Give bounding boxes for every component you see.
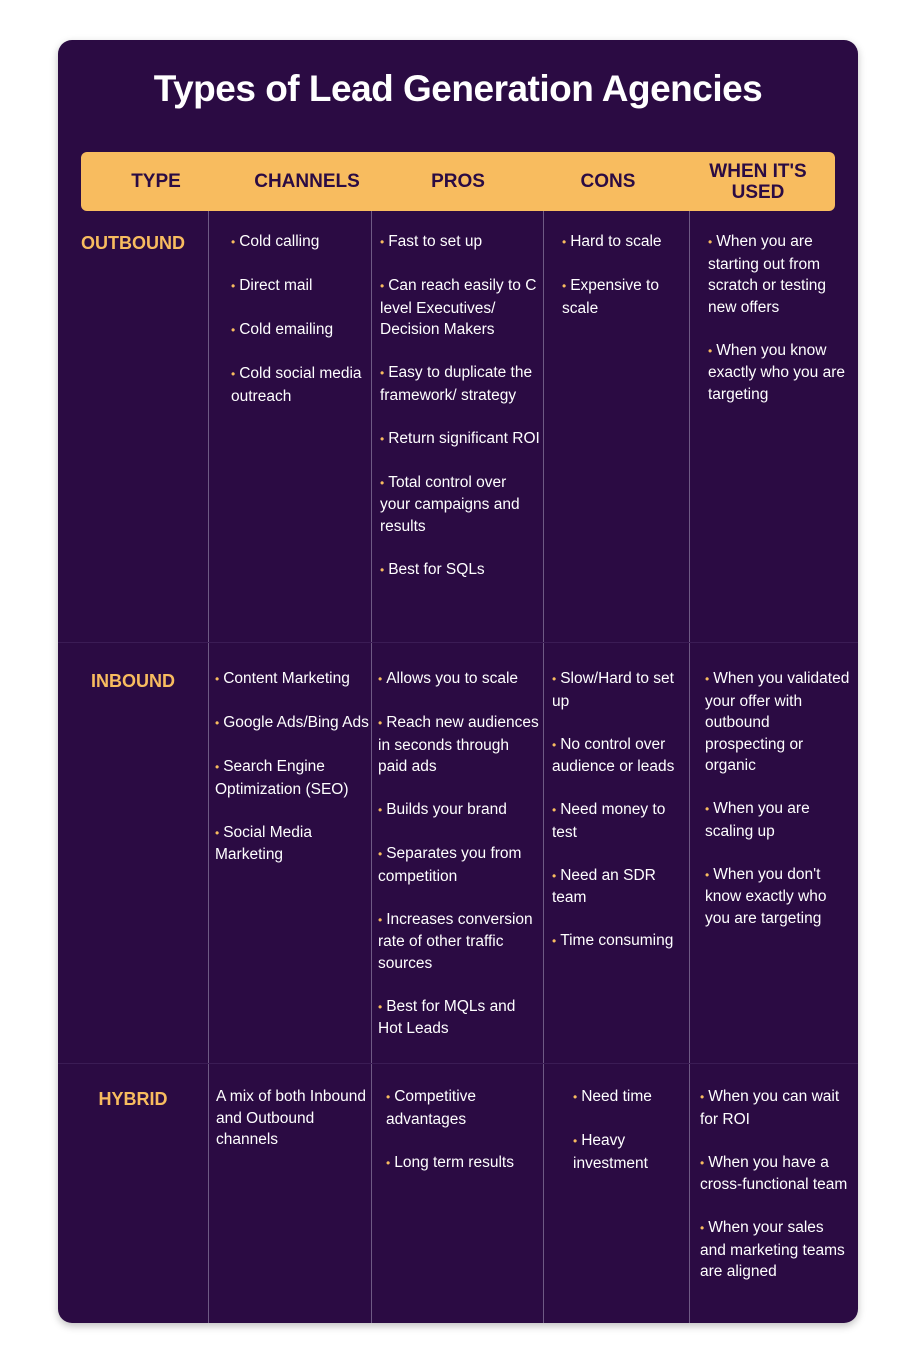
hybrid-cons — [573, 1086, 683, 1196]
column-divider — [689, 211, 690, 1323]
list-item: • Long term results — [386, 1152, 536, 1175]
list-item: • When you don't know exactly who you are targeting — [705, 864, 850, 930]
inbound-channels — [215, 668, 369, 887]
list-item: • Builds your brand — [378, 799, 540, 822]
inbound-pros — [378, 668, 540, 1061]
hybrid-channels — [216, 1086, 366, 1151]
list-item: • Social Media Marketing — [215, 822, 369, 866]
row-label-outbound: OUTBOUND — [81, 233, 185, 253]
list-item: • Heavy investment — [573, 1130, 683, 1174]
list-item: • Cold calling — [231, 231, 366, 254]
row-divider — [58, 642, 858, 643]
outbound-when — [708, 231, 848, 427]
list-item: • Allows you to scale — [378, 668, 540, 691]
page-title: Types of Lead Generation Agencies — [153, 68, 763, 109]
list-item: • Cold social media outreach — [231, 363, 366, 407]
column-divider — [371, 211, 372, 1323]
list-item: • When you are starting out from scratch or testing new offers — [708, 231, 848, 318]
list-item: • Need money to test — [552, 799, 686, 843]
list-item: • No control over audience or leads — [552, 734, 686, 778]
header-when: WHEN IT'S USED — [709, 160, 807, 203]
list-item: • Need time — [573, 1086, 683, 1109]
list-item: • Search Engine Optimization (SEO) — [215, 756, 369, 800]
list-item: • Best for SQLs — [380, 559, 540, 582]
list-item: • Hard to scale — [562, 231, 682, 254]
list-item: • Fast to set up — [380, 231, 540, 254]
list-item: • Content Marketing — [215, 668, 369, 691]
row-divider — [58, 1063, 858, 1064]
list-item: • Increases conversion rate of other traffic sources — [378, 909, 540, 975]
row-label-hybrid: HYBRID — [98, 1089, 168, 1109]
column-divider — [543, 211, 544, 1323]
outbound-channels — [231, 231, 366, 429]
list-item: • Total control over your campaigns and results — [380, 472, 540, 538]
list-item: • When you have a cross-functional team — [700, 1152, 852, 1196]
list-item: • Return significant ROI — [380, 428, 540, 451]
outbound-pros — [380, 231, 540, 603]
list-item: • When you validated your offer with outbound prospecting or organic — [705, 668, 850, 777]
list-item: • Separates you from competition — [378, 843, 540, 887]
row-label-inbound: INBOUND — [91, 671, 175, 691]
list-item: • Competitive advantages — [386, 1086, 536, 1130]
inbound-when — [705, 668, 850, 951]
header-channels: CHANNELS — [254, 171, 360, 192]
list-item: • Expensive to scale — [562, 275, 682, 319]
list-item: • Google Ads/Bing Ads — [215, 712, 369, 735]
list-item: • When your sales and marketing teams are aligned — [700, 1217, 852, 1283]
inbound-cons — [552, 668, 686, 974]
outbound-cons — [562, 231, 682, 341]
list-item: • When you can wait for ROI — [700, 1086, 852, 1130]
list-item: • Best for MQLs and Hot Leads — [378, 996, 540, 1040]
hybrid-channels-text: A mix of both Inbound and Outbound channels — [216, 1088, 366, 1148]
header-pros: PROS — [431, 171, 485, 192]
column-divider — [208, 211, 209, 1323]
list-item: • Slow/Hard to set up — [552, 668, 686, 712]
list-item: • When you know exactly who you are targeting — [708, 340, 848, 406]
list-item: • When you are scaling up — [705, 798, 850, 842]
hybrid-pros — [386, 1086, 536, 1196]
list-item: • Can reach easily to C level Executives/ Decision Makers — [380, 275, 540, 341]
header-cons: CONS — [580, 171, 636, 192]
list-item: • Need an SDR team — [552, 865, 686, 909]
list-item: • Time consuming — [552, 930, 686, 953]
list-item: • Direct mail — [231, 275, 366, 298]
hybrid-when — [700, 1086, 852, 1304]
header-type: TYPE — [131, 171, 181, 192]
list-item: • Easy to duplicate the framework/ strategy — [380, 362, 540, 406]
list-item: • Cold emailing — [231, 319, 366, 342]
list-item: • Reach new audiences in seconds through paid ads — [378, 712, 540, 778]
